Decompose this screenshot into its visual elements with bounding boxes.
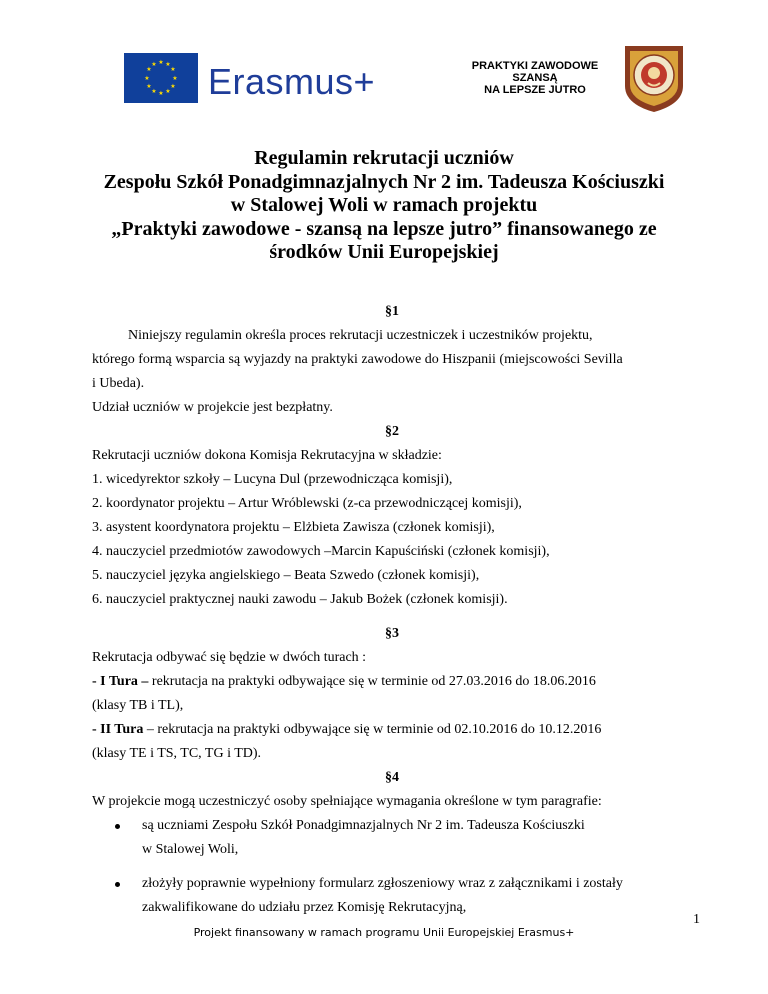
paragraph-line: Rekrutacja odbywać się będzie w dwóch turach :	[92, 650, 367, 665]
paragraph-line: Rekrutacji uczniów dokona Komisja Rekrutacyjna w składzie:	[92, 448, 442, 463]
tour-2-classes: (klasy TE i TS, TC, TG i TD).	[92, 746, 262, 761]
project-tagline-line: SZANSĄ	[512, 72, 558, 84]
list-item-line: zakwalifikowane do udziału przez Komisję Rekrutacyjną,	[142, 900, 467, 915]
page-header	[0, 0, 768, 130]
svg-text:★: ★	[158, 90, 164, 97]
section-heading-1: §1	[385, 304, 399, 319]
recruitment-tour-2	[92, 718, 692, 742]
erasmus-logo-text: Erasmus+	[208, 61, 376, 102]
committee-member: 3. asystent koordynatora projektu – Elżbieta Zawisza (członek komisji),	[92, 520, 495, 535]
tour-1-classes: (klasy TB i TL),	[92, 698, 184, 713]
title-line: środków Unii Europejskiej	[269, 241, 499, 263]
committee-member: 4. nauczyciel przedmiotów zawodowych –Marcin Kapuściński (członek komisji),	[92, 544, 550, 559]
svg-text:★: ★	[170, 66, 176, 73]
svg-text:★: ★	[170, 83, 176, 90]
committee-member: 6. nauczyciel praktycznej nauki zawodu – Jakub Bożek (członek komisji).	[92, 592, 508, 607]
regulation-body	[92, 300, 692, 920]
bullet-icon	[115, 824, 120, 829]
tour-2-label: - II Tura	[92, 722, 144, 737]
spacer	[92, 862, 692, 872]
list-item	[92, 814, 692, 862]
svg-text:★: ★	[165, 61, 171, 68]
section-heading-3: §3	[385, 626, 399, 641]
title-line: w Stalowej Woli w ramach projektu	[230, 194, 538, 216]
list-item-line: złożyły poprawnie wypełniony formularz zgłoszeniowy wraz z załącznikami i zostały	[142, 876, 623, 891]
school-crest-icon	[621, 38, 687, 114]
page-number: 1	[693, 912, 700, 927]
svg-text:★: ★	[158, 59, 164, 66]
paragraph-line: W projekcie mogą uczestniczyć osoby spełniające wymagania określone w tym paragrafie:	[92, 794, 602, 809]
svg-text:★: ★	[146, 83, 152, 90]
section-heading-2: §2	[385, 424, 399, 439]
tour-1-label: - I Tura –	[92, 674, 149, 689]
title-line: „Praktyki zawodowe - szansą na lepsze jutro” finansowanego ze	[111, 217, 657, 240]
recruitment-tour-1	[92, 670, 692, 694]
section-heading-4: §4	[385, 770, 399, 785]
project-tagline-line: PRAKTYKI ZAWODOWE	[471, 60, 599, 72]
committee-member: 2. koordynator projektu – Artur Wróblewski (z-ca przewodniczącej komisji),	[92, 496, 522, 511]
committee-member: 5. nauczyciel języka angielskiego – Beata Szwedo (członek komisji),	[92, 568, 480, 583]
list-item-line: w Stalowej Woli,	[142, 842, 239, 857]
eu-flag-icon	[124, 53, 198, 103]
svg-text:★: ★	[144, 75, 150, 82]
title-line: Zespołu Szkół Ponadgimnazjalnych Nr 2 im. Tadeusza Kościuszki	[103, 170, 665, 193]
paragraph-line: Niniejszy regulamin określa proces rekrutacji uczestniczek i uczestników projektu,	[128, 328, 593, 343]
project-tagline-line: NA LEPSZE JUTRO	[484, 84, 586, 96]
paragraph-line: którego formą wsparcia są wyjazdy na praktyki zawodowe do Hiszpanii (miejscowości Sevilla	[92, 352, 623, 367]
svg-text:★: ★	[146, 66, 152, 73]
committee-member: 1. wicedyrektor szkoły – Lucyna Dul (przewodnicząca komisji),	[92, 472, 453, 487]
page-footer: Projekt finansowany w ramach programu Unii Europejskiej Erasmus+	[193, 926, 575, 939]
paragraph-line: i Ubeda).	[92, 376, 145, 391]
svg-text:★: ★	[172, 75, 178, 82]
spacer	[92, 612, 692, 622]
tour-2-text: – rekrutacja na praktyki odbywające się w terminie od 02.10.2016 do 10.12.2016	[143, 722, 602, 737]
project-tagline	[445, 60, 625, 96]
list-item-line: są uczniami Zespołu Szkół Ponadgimnazjalnych Nr 2 im. Tadeusza Kościuszki	[142, 818, 585, 833]
title-line: Regulamin rekrutacji uczniów	[254, 147, 514, 169]
bullet-icon	[115, 882, 120, 887]
svg-text:★: ★	[165, 88, 171, 95]
tour-1-text: rekrutacja na praktyki odbywające się w terminie od 27.03.2016 do 18.06.2016	[148, 674, 596, 689]
svg-text:★: ★	[151, 88, 157, 95]
svg-text:★: ★	[151, 61, 157, 68]
document-title	[60, 147, 708, 265]
list-item	[92, 872, 692, 920]
paragraph-line: Udział uczniów w projekcie jest bezpłatny.	[92, 400, 333, 415]
